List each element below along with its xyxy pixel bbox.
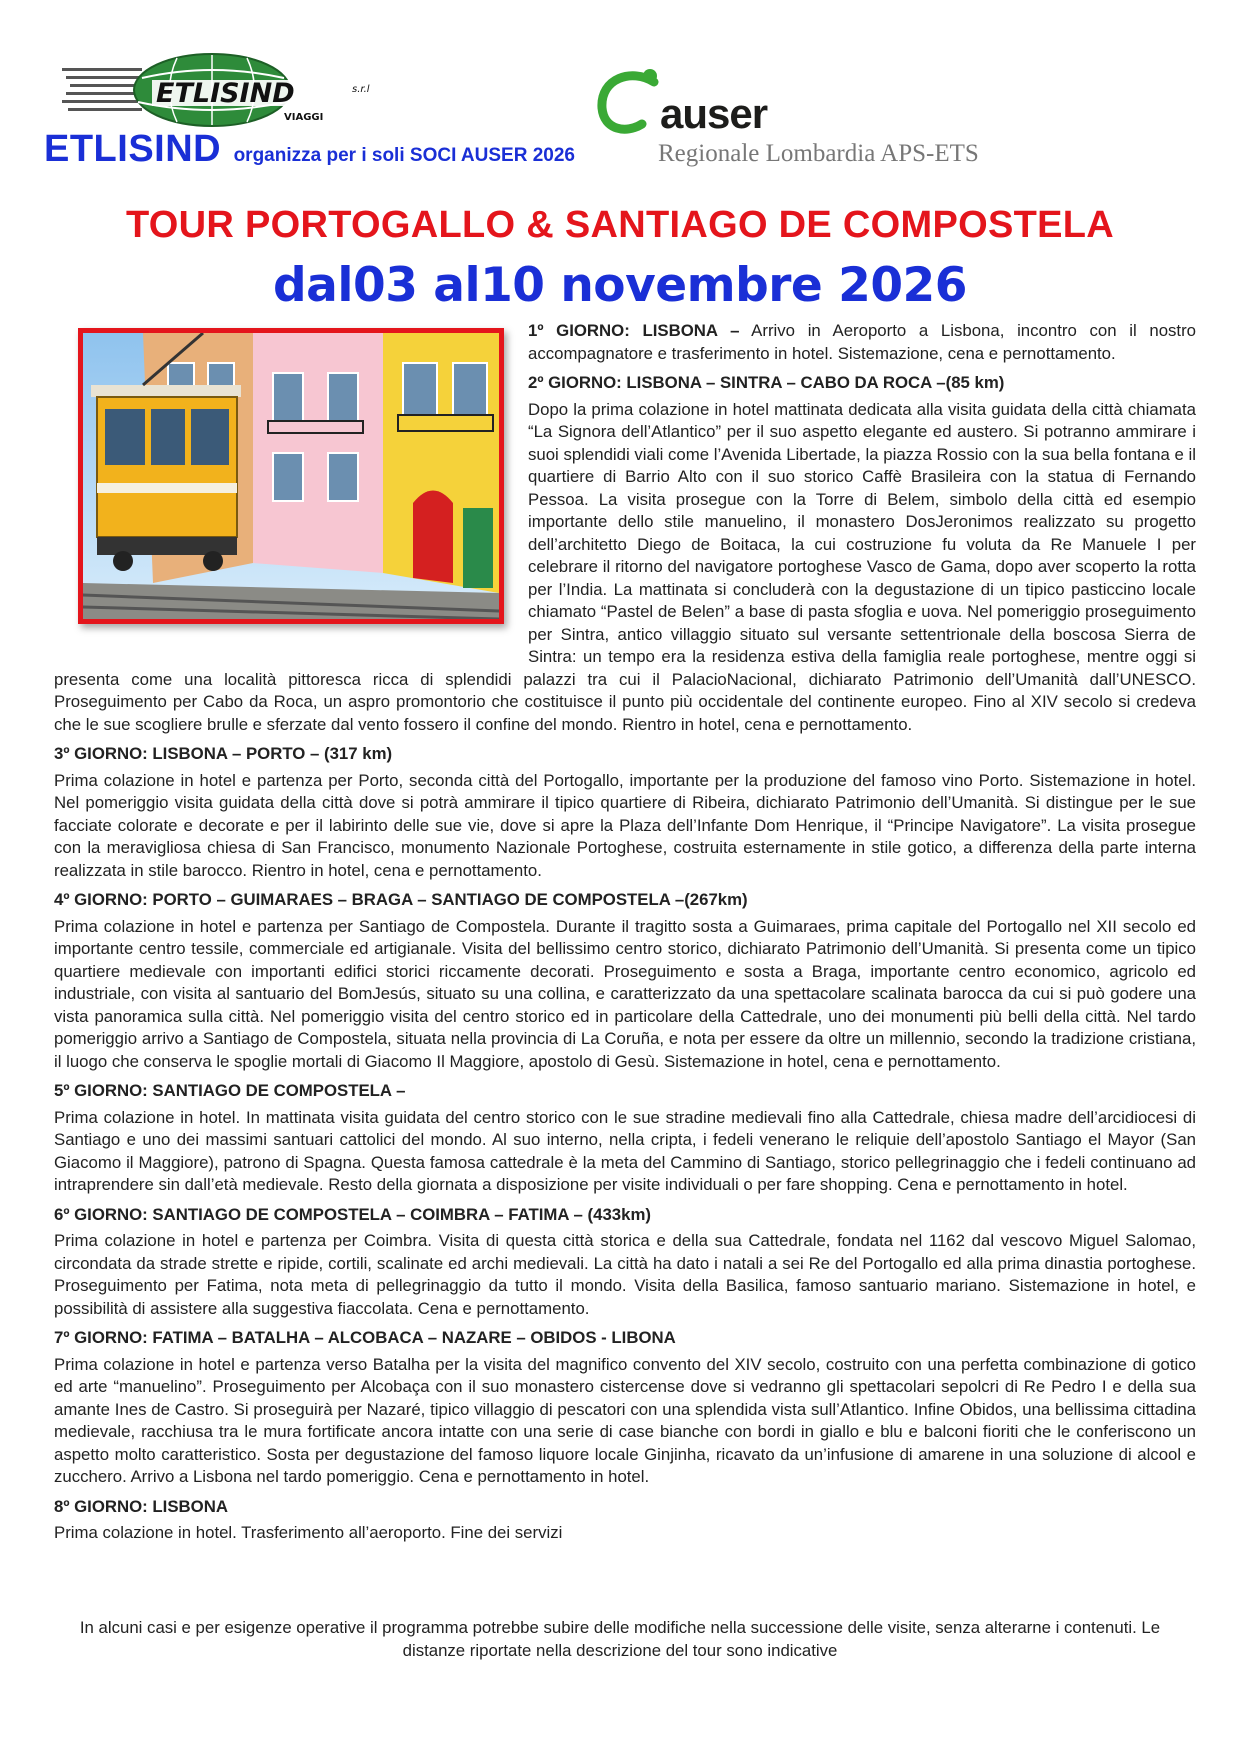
tour-dates: dal03 al10 novembre 2026: [273, 258, 967, 313]
day-2-heading: 2º GIORNO: LISBONA – SINTRA – CABO DA ROCA –(85 km): [528, 373, 1005, 392]
day-3-text: Prima colazione in hotel e partenza per Porto, seconda città del Portogallo, importante per la produzione del famoso vino Porto. Sistemazione in hotel. Nel pomeriggio visita guidata della città dove si potrà ammirare il tipico quartiere di Ribeira, dichiarato Patrimonio dell’Umanità. Si distingue per le sue facciate colorate e decorate e per il labirinto delle sue vie, dove si apre la Plaza dell’Infante Dom Henrique, il “Principe Navigatore”. La visita prosegue con la meravigliosa chiesa di San Francisco, monumento Nazionale Portoghese, costruita esternamente in stile gotico, a differenza della parte interna realizzata in stile barocco. Rientro in hotel, cena e pernottamento.: [54, 770, 1196, 880]
footer-note: In alcuni casi e per esigenze operative il programma potrebbe subire delle modifiche nella successione delle visite, senza alterarne i contenuti. Le distanze riportate nella descrizione del tour sono indicative: [79, 1618, 1161, 1660]
day-8-heading: 8º GIORNO: LISBONA: [54, 1496, 228, 1516]
etlisind-logo-sub: VIAGGI: [284, 112, 324, 123]
auser-logo: [592, 68, 979, 178]
day-4-text: Prima colazione in hotel e partenza per Santiago de Compostela. Durante il tragitto sosta a Guimaraes, prima capitale del Portogallo nel XII secolo ed importante centro tessile, commerciale ed artigianale. Visita del bellissimo centro storico, dichiarato Patrimonio dell’Umanità. Si presenta come un tipico quartiere medievale con importanti edifici storici riccamente decorati. Proseguimento e sosta a Braga, importante centro economico, agricolo ed industriale, con visita al santuario del BomJesús, situato su una collina, e caratterizzato da una spettacolare scalinata barocca da cui si può godere una vista panoramica sulla città. Nel pomeriggio visita del centro storico ed in particolare della Cattedrale, uno dei monumenti più belli della città. Nel tardo pomeriggio arrivo a Santiago de Compostela, situata nella provincia di La Coruña, e nota per essere da oltre un millennio, secondo la tradizione cristiana, il luogo che conserva le spoglie mortali di Giacomo Il Maggiore, apostolo di Gesù. Sistemazione in hotel, cena e pernottamento.: [54, 916, 1196, 1071]
day-7-heading: 7º GIORNO: FATIMA – BATALHA – ALCOBACA – NAZARE – OBIDOS - LIBONA: [54, 1328, 676, 1347]
organizer-line: [44, 128, 575, 171]
day-8-text: Prima colazione in hotel. Trasferimento all’aeroporto. Fine dei servizi: [54, 1523, 563, 1542]
organizer-tagline: organizza per i soli SOCI AUSER 2026: [233, 145, 575, 166]
day-1-text: Arrivo in Aeroporto a Lisbona, incontro con il nostro accompagnatore e trasferimento in hotel. Sistemazione, cena e pernottamento.: [528, 321, 1197, 363]
photo-spacer: [54, 320, 528, 650]
day-2-text: Dopo la prima colazione in hotel mattinata dedicata alla visita guidata della città chiamata “La Signora dell’Atlantico” per il suo aspetto elegante ed austero. Si potranno ammirare i suoi splendidi viali come l’Avenida Libertade, la piazza Rossio con la sua bella fontana e il quartiere di Barrio Alto con il suo storico Caffè Brasileira con la statua di Fernando Pessoa. La visita prosegue con la Torre di Belem, simbolo della città ed esempio importante dello stile manuelino, il monastero DosJeronimos realizzato su progetto dell’architetto Diego de Boitaca, la cui costruzione fu voluta da Re Manuele I per celebrare il ritorno del navigatore portoghese Vasco de Gama, dopo aver scoperto la rotta per l’India. La mattinata si concluderà con la degustazione di un tipico pasticcino locale chiamato “Pastel de Belen” a base di pasta sfoglia e uova. Nel pomeriggio proseguimento per Sintra, antico villaggio situato sul versante settentrionale della boscosa Sierra de Sintra: un tempo era la residenza estiva della famiglia reale portoghese, mentre oggi si presenta come una località pittoresca ricca di splendidi palazzi tra cui il PalacioNacional, dichiarato Patrimonio dell’Umanità dall’UNESCO. Proseguimento per Cabo da Roca, un aspro promontorio che costituisce il punto più occidentale del continente europeo. Fino al XIV secolo si credeva che le sue scogliere brulle e sferzate dal vento fossero il confine del mondo. Rientro in hotel, cena e pernottamento.: [54, 399, 1196, 734]
day-6-heading: 6º GIORNO: SANTIAGO DE COMPOSTELA – COIMBRA – FATIMA – (433km): [54, 1204, 651, 1224]
itinerary: [54, 320, 1196, 1552]
etlisind-logo: [62, 52, 392, 127]
day-7-text: Prima colazione in hotel e partenza verso Batalha per la visita del magnifico convento del XIV secolo, costruito con una perfetta combinazione di gotico ed arte “manuelino”. Proseguimento per Alcobaça con il suo monastero cistercense dove si vedranno gli spettacolari sepolcri di Re Pedro I e della sua amante Ines de Castro. Si proseguirà per Nazaré, tipico villaggio di pescatori con una splendida vista sull’Atlantico. Infine Obidos, una bellissima cittadina medievale, racchiusa tra le mura fortificate ancora intatte con una serie di case bianche con bordi in giallo e blu e balconi fioriti che le conferiscono un aspetto molto caratteristico. Sosta per degustazione del famoso liquore locale Ginjinha, ricavato da un’infusione di amarene in una soluzione di alcool e zucchero. Arrivo a Lisbona nel tardo pomeriggio. Cena e pernottamento in hotel.: [54, 1354, 1196, 1486]
auser-logo-subtitle: Regionale Lombardia APS-ETS: [658, 140, 979, 167]
day-1-heading: 1º GIORNO: LISBONA –: [528, 321, 740, 340]
etlisind-logo-text: ETLISIND: [156, 78, 295, 109]
tour-title: TOUR PORTOGALLO & SANTIAGO DE COMPOSTELA: [125, 204, 1115, 246]
organizer-name: ETLISIND: [44, 128, 222, 170]
etlisind-logo-suffix: s.r.l: [352, 84, 370, 95]
day-6-text: Prima colazione in hotel e partenza per Coimbra. Visita di questa città storica e della sua Cattedrale, fondata nel 1162 dal vescovo Miguel Salomao, circondata da strade strette e ripide, cortili, scalinate ed archi medievali. La città ha dato i natali a sei Re del Portogallo ed alla prima dinastia portoghese. Proseguimento per Fatima, nota meta di pellegrinaggio da tutto il mondo. Visita della Basilica, famoso santuario mariano. Sistemazione in hotel, e possibilità di assistere alla suggestiva fiaccolata. Cena e pernottamento.: [54, 1231, 1196, 1318]
day-5-heading: 5º GIORNO: SANTIAGO DE COMPOSTELA –: [54, 1081, 406, 1100]
day-5-text: Prima colazione in hotel. In mattinata visita guidata del centro storico con le sue stradine medievali fino alla Cattedrale, chiesa madre dell’arcidiocesi di Santiago e uno dei massimi santuari cattolici del mondo. Al suo interno, nella cripta, i fedeli venerano le reliquie dell’apostolo Santiago el Mayor (San Giacomo il Maggiore), patrono di Spagna. Questa famosa cattedrale è la meta del Cammino di Santiago, storico pellegrinaggio che i fedeli continuano ad intraprendere sin dall’età medievale. Resto della giornata a disposizione per visite individuali o per fare shopping. Cena e pernottamento in hotel.: [54, 1107, 1196, 1194]
day-4-heading: 4º GIORNO: PORTO – GUIMARAES – BRAGA – SANTIAGO DE COMPOSTELA –(267km): [54, 890, 748, 909]
auser-logo-word: auser: [660, 90, 768, 137]
day-3-heading: 3º GIORNO: LISBONA – PORTO – (317 km): [54, 744, 393, 763]
